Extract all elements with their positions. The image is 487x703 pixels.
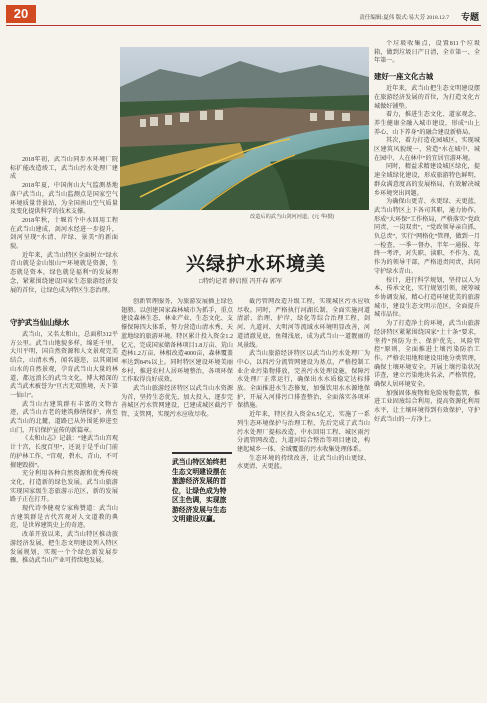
header-divider — [6, 25, 481, 26]
paragraph: 为了打造净土的环境，武当山旅游经济特区紧紧围绕国家“土十条”要求，坚持“预防为主、保护优先、风险管控”原则，全面推进土壤污染防治工作。严格农用地和建设用地分类管理，确保土壤环境安全。开展土壤污染状况详查，建立污染地块名录，严格管控，确保人居环境安全。 — [374, 321, 480, 389]
paragraph: 个垃圾收集点，设置811个垃圾箱，做到垃圾日产日清，全市第一、全年第一。 — [374, 41, 480, 65]
header-section-label: 专题 — [460, 12, 479, 22]
article-column-1-bottom — [10, 312, 118, 700]
paragraph: 同时，精益求精建设城区绿化，提速全域绿化建设，形成旅游特色鲜明，群众满意度高的发展格局，有效解决城乡环境突出问题。 — [374, 164, 480, 197]
paragraph: 武当山古建筑群有丰富的文物古迹，武当山古老的建筑修缮保护，南至武当山的北麓，道路已从外围延伸进至山门，开启保护宣传的新篇章。 — [10, 401, 118, 434]
paragraph: 为确保山更青、水更绿、天更蓝，武当山特区上下各司其职，通力协作，形成“大环保”工作格局，严格落实“党政同责、一岗双责”，“党政领导亲自抓、负总责”，实行“网格化”管理，做到一月一检查、一季一督办、半年一通报、年终一考评，对失职、渎职、不作为、乱作为的领导干部，严格追责问责，共同守护绿水青山。 — [374, 199, 480, 275]
pull-quote: 武当山特区始终把生态文明建设摆在旅游经济发展的首位，让绿色成为特区主色调，实现旅游经济发展与生态文明建设双赢。 — [172, 458, 227, 523]
paragraph: 武当山旅游经济特区以武当山污水处理厂为中心，以四污分流管网建设为基点，严格控制工业企业污染物排放，完善污水处理设施，保障污水处理厂正常运行，确保出水水质稳定达标排放。全面推进水生态修复，加强饮用水水源地保护，开展入河排污口排查整治，全面落实各项环保措施。 — [237, 351, 370, 410]
article-byline: □特约记者 薛启照 冯开春 郭军 — [199, 278, 283, 285]
article-photo — [120, 47, 369, 210]
paragraph: 2018年秋，十堰首个中水回用工程在武当山建成，剑河水经进一步提升，剑河呈现“水清、岸绿、景美”的新面貌。 — [10, 217, 118, 251]
article-column-4 — [374, 40, 480, 700]
paragraph: 加强固体废物和危险废物监管，推进工业固废综合利用，提高资源化利用水平，让土壤环境得到有效保护，守护好武当山的一方净土。 — [374, 390, 480, 423]
paragraph: 2018年夏，中国南山大气监测基地落户武当山，武当山监测点是国家空气环境质量背景站，为全国南山空气质量及变化提供科学的技术支撑。 — [10, 183, 118, 216]
paragraph: 武当山，又名太和山，总面积312平方公里。武当山地貌多样，绵延千里，大川平明，国自然资源和人文景观完美结合，山清水秀，闻名遐迩，以其闹园山水的自然景观，孕育武当山大量的林道，都远浪长的武当文化，博大精深的武当武术被誉为“亘古无双胜境，天下第一仙山”。 — [10, 332, 118, 399]
photo-caption: 改造后的武当山剑河河道。(元 华/摄) — [250, 214, 335, 220]
article-column-1-top — [10, 156, 118, 304]
paragraph: 充分利用各种自然资源和优秀传统文化，打造新的绿色发展，武当山旅游实现国家级生态旅游示范区，新的发展路子正在打开。 — [10, 471, 118, 504]
paragraph: 其次，着力打造花园城区，实现城区建筑风貌统一，营造“水在城中、城在园中、人在林中”的宜居宜游环境。 — [374, 138, 480, 162]
section-heading: 守护武当仙山绿水 — [10, 318, 70, 327]
page-header — [0, 0, 487, 28]
paragraph: 着力，推进生态文化、道家观念、养生健康全融入城市建设，形成“山上养心、山下养身”的融合建设新格局。 — [374, 112, 480, 136]
paragraph: 近年来，武当山把生态文明建设摆在旅游经济发展的首位，为打造文化古城做好铺垫。 — [374, 86, 480, 110]
paragraph: 2018年初，武当山同步水环境厂院标扩能改造竣工，武当山污水处理厂建成 — [10, 157, 118, 181]
header-editor-info: 责任编辑:夏伟 版式:易大芳 2018.12.7 — [359, 15, 449, 21]
article-column-3 — [237, 298, 370, 698]
paragraph: 近年来，武当山特区全面树立“绿水青山就是金山银山”“环境就是资源，生态就是资本，绿色就是福利”的发展理念，紧紧围绕建设国家生态旅游经济发展的首位，让绿色成为特区生态治理。 — [10, 252, 118, 294]
paragraph: 生态环境的持续改善，让武当山的山更绿、水更清、天更蓝。 — [237, 455, 370, 471]
paragraph: 改革开放以来，武当山特区推动旅游经济发展，把生态文明建设列入特区发展规划，实现一个个绿色新发展步骤，推动武当山产业可持续地发展。 — [10, 532, 118, 565]
paragraph: 武当山旅游经济特区以武当山水资源为首，坚持生态优先，加大投入，逐步完善城区污水管网建设，已建成城区截污干管、支管网，实现污水应收尽收。 — [121, 386, 233, 419]
paragraph: 创新管理服务，为旅游发展插上绿色翅膀。以创建国家森林城市为抓手，重点建设森林生态、林业产业、生态文化、支撑保障四大体系，努力营造山清水秀、天蓝地绿的旅游环境。特区累计投入资金1.2亿元，完成国家储备林项目1.8万亩、荒山造林1.2万亩、林相改造4000亩，森林覆盖率达到84%以上。同时特区建设环境美丽乡村，推进农村人居环境整治，各项环保工作取得良好成效。 — [121, 299, 233, 384]
paragraph: 截污管网改造升级工程，实现城区污水应收尽收。同时，严格执行河湖长制，全面实施河道清淤、治理、护岸、绿化等综合治理工程，剑河、九道河、大明河等流域水环境明显改善，河道清澈见底，鱼翔浅底，成为武当山一道靓丽的风景线。 — [237, 299, 370, 349]
river-town-aerial-image — [120, 47, 369, 210]
paragraph: 现代诗李健观专家称赞道：武当山古建筑群是古代宫观对人文道教的典范，是世界建筑史上的奇迹。 — [10, 506, 118, 530]
article-headline: 兴绿护水环境美 — [186, 253, 327, 275]
section-heading: 建好一座文化古城 — [374, 72, 434, 82]
paragraph: 按计，进行科学规划，坚持以人为本、传承文化，实行规划引领，统筹城乡协调发展，精心打造环境优美的旅游城市，建设生态文明示范区，全面提升城市品位。 — [374, 277, 480, 319]
pullquote-rule — [172, 452, 232, 454]
paragraph: 近年来，特区投入资金6.5亿元，实施了一系列生态环境保护与治理工程，先后完成了武当山污水处理厂提标改造、中水回用工程、城区雨污分流管网改造、九道河综合整治等项目建设，构建起城乡一体、全域覆盖的污水收集处理体系。 — [237, 412, 370, 453]
paragraph: 《太和山志》记载：“建武当山宫观计十宫，长度百里”，还说于是乎山门前的护林工作，“宫观，碧水，青山，不可擅建毁损”。 — [10, 436, 118, 469]
page-number-badge: 20 — [6, 5, 36, 23]
